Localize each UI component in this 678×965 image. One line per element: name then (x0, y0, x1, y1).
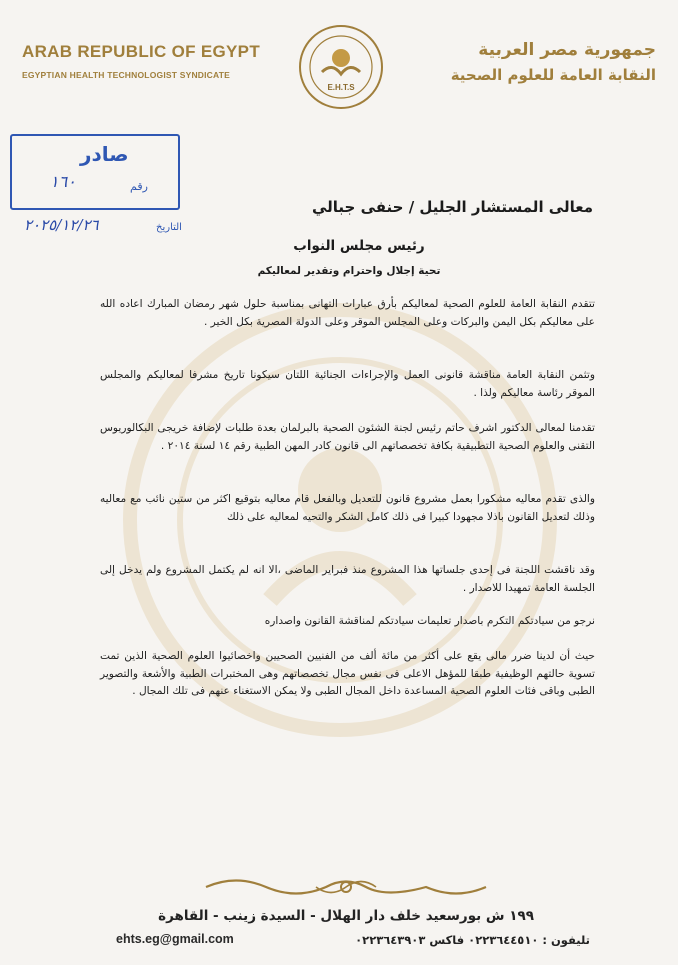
header-english (22, 42, 272, 80)
paragraph: نرجو من سيادتكم التكرم باصدار تعليمات سيادتكم لمناقشة القانون واصداره (264, 615, 595, 627)
paragraph: وتثمن النقابة العامة مناقشة قانونى العمل والإجراءات الجنائية اللتان سيكونا تاريخ مشرفا لمعاليكم والمجلس الموقر رئاسة معاليكم ولذا . (100, 369, 595, 399)
paragraph: وقد ناقشت اللجنة فى إحدى جلساتها هذا المشروع منذ فبراير الماضى ،الا انه لم يكتمل المشروع ولم يدخل إلى الجلسة العامة تمهيدا للاصدار . (100, 564, 595, 594)
english-title: ARAB REPUBLIC OF EGYPT (22, 42, 261, 61)
greeting: تحية إجلال واحترام وتقدير لمعاليكم (257, 265, 441, 277)
footer-phone: تليفون : ٠٢٢٣٦٤٤٥١٠ فاكس ٠٢٢٣٦٤٣٩٠٣ (355, 933, 590, 947)
footer-email[interactable]: ehts.eg@gmail.com (116, 932, 234, 946)
english-subtitle: EGYPTIAN HEALTH TECHNOLOGIST SYNDICATE (22, 70, 230, 80)
paragraph: والذى تقدم معاليه مشكورا بعمل مشروع قانون للتعديل وبالفعل قام معاليه بتوقيع اكثر من ستين نائب مع معاليه وذلك لتعديل القانون باذلا مجهودا كبيرا فى ذلك كامل الشكر والتحيه لمعاليه على ذلك (100, 493, 595, 523)
stamp-label: صادر (80, 142, 129, 166)
header-arabic (416, 40, 656, 84)
paragraph: تقدمنا لمعالى الدكتور اشرف حاتم رئيس لجنة الشئون الصحية بالبرلمان بعدة طلبات لإضافة خريجى البكالوريوس التقنى والعلوم الصحية التطبيقية بكافة تخصصاتهم الى قانون كادر المهن الطبية رقم ١٤ لسنة ٢٠١٤ . (100, 422, 595, 452)
syndicate-logo (298, 22, 384, 112)
stamp-number: ١٦٠ (50, 172, 76, 191)
logo-text: E.H.T.S (327, 83, 355, 92)
stamp-number-label: رقم (130, 180, 148, 193)
stamp-date: ٢٠٢٥/١٢/٢٦ (24, 216, 99, 234)
paragraph: حيث أن لدينا ضرر مالى يقع على أكثر من مائة ألف من الفنيين الصحيين واخصائيوا العلوم الصحية الذين تمت تسوية حالتهم الوظيفية طبقا للمؤهل الاعلى فى نفس مجال تخصصاتهم وهى المختبرات الطبية والأشعة والتصوير الطبى وباقى فئات العلوم الصحية المساعدة داخل المجال الطبى ولا يمكن الاستغناء عنهم فى تلك المجال . (100, 650, 595, 697)
addressee-position: رئيس مجلس النواب (293, 238, 425, 254)
paragraph: تتقدم النقابة العامة للعلوم الصحية لمعاليكم بأرق عبارات التهانى بمناسبة حلول شهر رمضان المبارك اعاده الله على معاليكم بكل اليمن والبركات وعلى المجلس الموقر وعلى الدولة المصرية بكل الخير . (100, 298, 595, 328)
arabic-title: جمهورية مصر العربية (478, 40, 656, 60)
stamp-date-label: التاريخ (156, 222, 182, 233)
outgoing-stamp (10, 134, 180, 242)
addressee: معالى المستشار الجليل / حنفى جبالي (311, 198, 593, 216)
footer-ornament (196, 872, 496, 902)
footer-address: ١٩٩ ش بورسعيد خلف دار الهلال - السيدة زينب - القاهرة (158, 908, 534, 924)
arabic-subtitle: النقابة العامة للعلوم الصحية (450, 66, 656, 84)
